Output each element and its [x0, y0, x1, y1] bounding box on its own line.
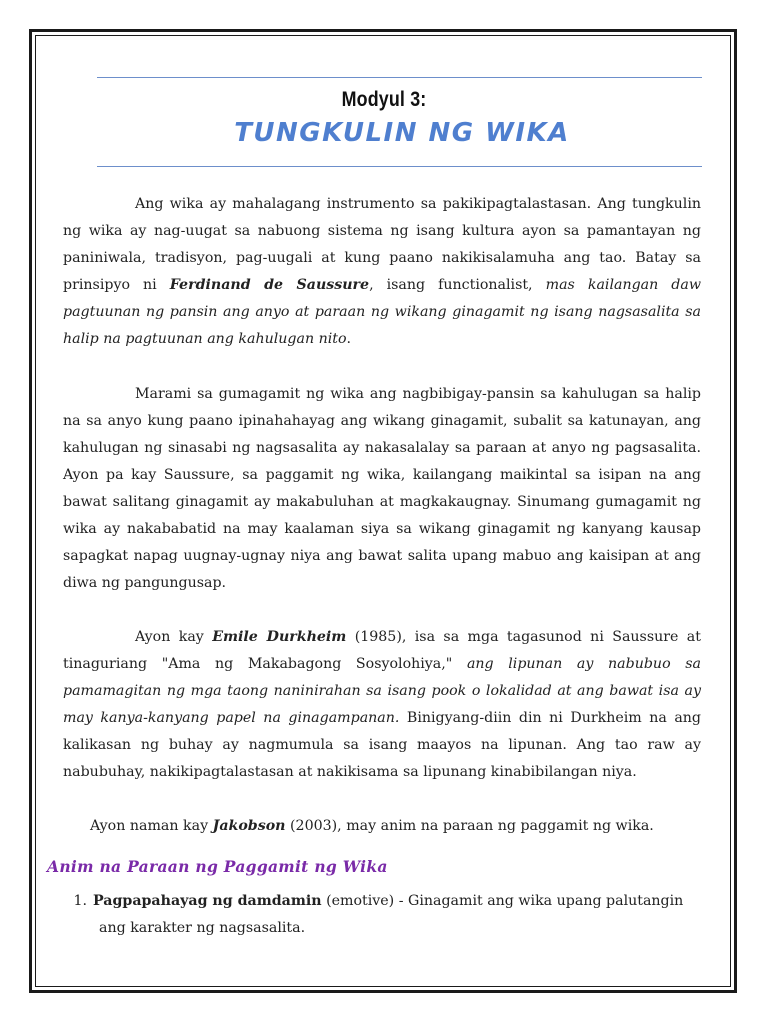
saussure-name: Ferdinand de Saussure — [169, 277, 370, 293]
paragraph-4-text-b: (2003), may anim na paraan ng paggamit ng wika. — [285, 818, 654, 834]
paragraph-3-text-b: (1985), isa sa mga tagasunod ni Saussure at tinaguriang "Ama ng Makabagong Sosyolohiya," — [63, 629, 701, 672]
paragraph-3-text-a: Ayon kay — [135, 629, 213, 645]
spacer — [63, 353, 701, 381]
list-item — [63, 888, 701, 942]
spacer — [63, 597, 701, 624]
list-item-desc-a: (emotive) - Ginagamit ang wika upang palutangin — [321, 893, 684, 909]
section-heading: Anim na Paraan ng Paggamit ng Wika — [47, 857, 388, 876]
paragraph-3 — [63, 624, 701, 786]
functions-list — [63, 888, 701, 942]
header-rule-top — [97, 77, 702, 78]
paragraph-3-text-c: Binigyang-diin din ni Durkheim na ang kalikasan ng buhay ay nagmumula sa isang maayos na lipunan. Ang tao raw ay nabubuhay, nakikipagtalastasan at nakikisama sa lipunang kinabibilangan niya. — [63, 710, 701, 780]
paragraph-4 — [63, 813, 701, 840]
document-body — [47, 191, 701, 942]
list-item-number: 1. — [73, 893, 87, 909]
paragraph-4-text-a: Ayon naman kay — [90, 818, 213, 834]
paragraph-2: Marami sa gumagamit ng wika ang nagbibigay-pansin sa kahulugan sa halip na sa anyo kung paano ipinahahayag ang wikang ginagamit, subalit sa katunayan, ang kahulugan ng sinasabi ng nagsasalita ay nakasalalay sa paraan at anyo ng pagsasalita. Ayon pa kay Saussure, sa paggamit ng wika, kailangang maikintal sa isipan na ang bawat salitang ginagamit ay makabuluhan at magkakaugnay. Sinumang gumagamit ng wika ay nakababatid na may kaalaman siya sa wikang ginagamit ng kanyang kausap sapagkat napag uugnay-ugnay niya ang bawat salita upang mabuo ang kaisipan at ang diwa ng pangungusap. — [63, 386, 701, 591]
list-item-desc-b: ang karakter ng nagsasalita. — [99, 920, 306, 936]
jakobson-name: Jakobson — [212, 818, 286, 834]
paragraph-1 — [63, 191, 701, 353]
durkheim-quote: ang lipunan ay nabubuo sa pamamagitan ng mga taong naninirahan sa isang pook o lokalidad at ang bawat isa ay may kanya-kanyang papel na ginagampanan. — [63, 656, 701, 726]
spacer — [63, 786, 701, 813]
list-item-text — [93, 888, 701, 942]
saussure-quote: mas kailangan daw pagtuunan ng pansin ang anyo at paraan ng wikang ginagamit ng isang nagsasalita sa halip na pagtuunan ang kahulugan nito — [63, 277, 701, 347]
durkheim-name: Emile Durkheim — [212, 629, 347, 645]
paragraph-1-text-c: . — [346, 331, 352, 347]
paragraph-1-text-b: , isang functionalist, — [369, 277, 546, 293]
paragraph-1-text-a: Ang wika ay mahalagang instrumento sa pakikipagtalastasan. Ang tungkulin ng wika ay nag-uugat sa nabuong sistema ng isang kultura ayon sa pamantayan ng paniniwala, tradisyon, pag-uugali at kung paano nakikisalamuha ang tao. Batay sa prinsipyo ni — [63, 196, 701, 293]
header-rule-bottom — [97, 166, 702, 167]
list-item-term: Pagpapahayag ng damdamin — [93, 893, 322, 909]
page-title: TUNGKULIN NG WIKA — [234, 118, 570, 148]
module-label: Modyul 3: — [341, 88, 427, 111]
